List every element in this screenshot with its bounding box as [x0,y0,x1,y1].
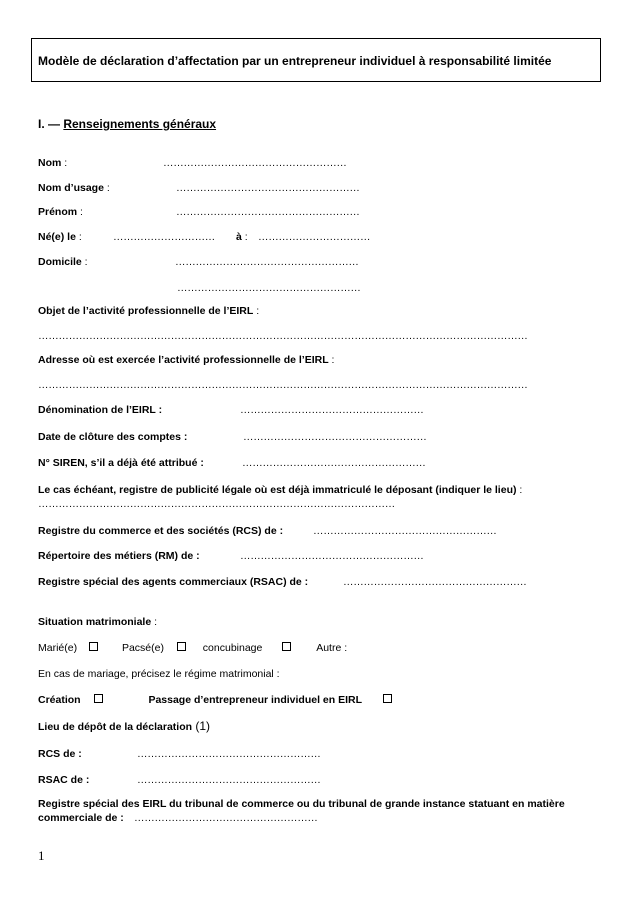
depot-rsac-label: RSAC de : [38,774,90,786]
depot-rcs-label: RCS de : [38,748,82,760]
field-rm-input[interactable]: ……………………………………………… [240,550,424,562]
regime-matrimonial: En cas de mariage, précisez le régime matrimonial : [38,668,280,680]
field-ne-le [38,230,82,244]
field-nom [38,156,67,170]
field-lieu-naissance [236,230,248,244]
field-nom-colon: : [61,157,68,169]
creation-label: Création [38,694,81,706]
field-siren-input[interactable]: ……………………………………………… [242,457,426,469]
passage-checkbox[interactable] [383,694,392,703]
field-rcs-input[interactable]: ……………………………………………… [313,525,497,537]
field-denomination-input[interactable]: ……………………………………………… [240,404,424,416]
depot-registre-label-1: Registre spécial des EIRL du tribunal de commerce ou du tribunal de grande instance statuant en matière [38,798,565,810]
section-number: I. — [38,117,64,131]
depot-rcs-input[interactable]: ……………………………………………… [137,748,321,760]
lieu-depot-note: (1) [192,719,211,733]
field-nom-usage-colon: : [103,182,110,194]
field-ne-le-label: Né(e) le [38,231,76,243]
field-registre-publicite [38,483,522,497]
marie-checkbox[interactable] [89,642,98,651]
field-prenom [38,205,83,219]
field-nom-usage-label: Nom d’usage [38,182,104,194]
field-adresse [38,353,334,367]
situation-options [38,641,347,655]
document-title: Modèle de déclaration d’affectation par un entrepreneur individuel à responsabilité limitée [31,38,601,82]
field-lieu-naissance-label: à [236,231,242,243]
field-rcs-label: Registre du commerce et des sociétés (RCS) de : [38,525,284,537]
field-lieu-naissance-input[interactable]: …………………………… [258,231,371,243]
field-ne-le-input[interactable]: ………………………… [113,231,216,243]
field-rm-label: Répertoire des métiers (RM) de : [38,550,200,562]
field-prenom-colon: : [77,206,83,218]
field-rsac-input[interactable]: ……………………………………………… [343,576,527,588]
creation-checkbox[interactable] [94,694,103,703]
field-objet-input[interactable]: ……………………………………………………………………………………………………………………………… [38,330,528,342]
concubinage-checkbox[interactable] [282,642,291,651]
lieu-depot [38,719,210,734]
field-objet [38,304,259,318]
page-number: 1 [38,848,45,863]
field-domicile-label: Domicile [38,256,82,268]
creation-row [38,693,392,707]
situation-matrimoniale [38,615,157,629]
field-adresse-label: Adresse où est exercée l’activité professionnelle de l’EIRL [38,354,329,366]
field-prenom-label: Prénom [38,206,78,218]
field-denomination-label: Dénomination de l’EIRL : [38,404,163,416]
field-cloture-input[interactable]: ……………………………………………… [243,431,427,443]
passage-label: Passage d’entrepreneur individuel en EIRL [148,694,362,706]
field-cloture-label: Date de clôture des comptes : [38,431,188,443]
field-domicile [38,255,88,269]
field-nom-label: Nom [38,157,62,169]
field-prenom-input[interactable]: ……………………………………………… [176,206,360,218]
field-objet-label: Objet de l’activité professionnelle de l’EIRL [38,305,254,317]
option-marie: Marié(e) [38,642,78,654]
depot-registre-input[interactable]: ……………………………………………… [134,812,318,824]
option-pacse: Pacsé(e) [121,642,164,654]
field-registre-publicite-colon: : [516,484,523,496]
situation-colon: : [151,616,158,628]
field-domicile-colon: : [81,256,88,268]
field-nom-usage-input[interactable]: ……………………………………………… [176,182,360,194]
option-concubinage: concubinage [202,642,263,654]
field-domicile-input-2[interactable]: ……………………………………………… [177,282,361,294]
situation-label: Situation matrimoniale [38,616,152,628]
field-objet-colon: : [253,305,260,317]
option-autre: Autre : [316,642,348,654]
field-nom-input[interactable]: ……………………………………………… [163,157,347,169]
field-adresse-colon: : [328,354,335,366]
depot-rsac-input[interactable]: ……………………………………………… [137,774,321,786]
depot-registre-label-2: commerciale de : [38,812,124,824]
field-siren-label: N° SIREN, s’il a déjà été attribué : [38,457,204,469]
field-registre-publicite-label: Le cas échéant, registre de publicité légale où est déjà immatriculé le déposant (indiquer le lieu) [38,484,517,496]
field-registre-publicite-input[interactable]: …………………………………………………………………………………………… [38,498,396,510]
pacse-checkbox[interactable] [177,642,186,651]
field-nom-usage [38,181,110,195]
field-domicile-input[interactable]: ……………………………………………… [175,256,359,268]
section-heading [38,117,216,131]
section-title: Renseignements généraux [63,117,217,131]
lieu-depot-label: Lieu de dépôt de la déclaration [38,721,193,733]
field-adresse-input[interactable]: ……………………………………………………………………………………………………………………………… [38,379,528,391]
field-ne-le-colon: : [75,231,82,243]
field-lieu-naissance-colon: : [241,231,248,243]
field-rsac-label: Registre spécial des agents commerciaux (RSAC) de : [38,576,309,588]
